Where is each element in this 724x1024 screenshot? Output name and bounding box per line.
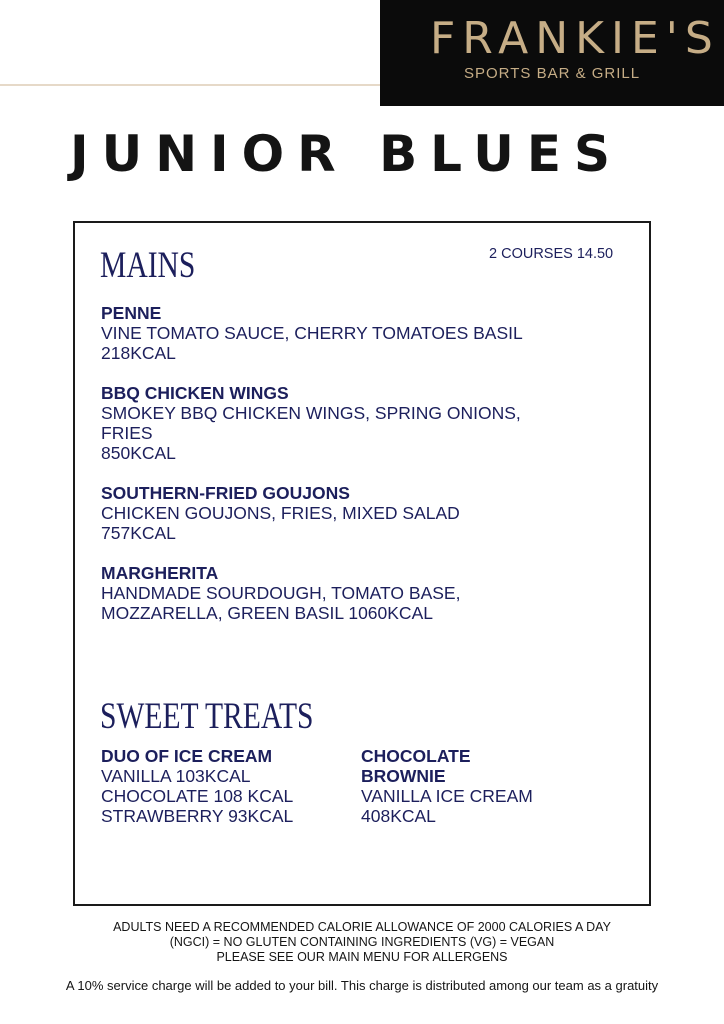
sweet-item-name: BROWNIE [361, 766, 446, 786]
menu-item-name: BBQ CHICKEN WINGS [101, 383, 289, 403]
sweet-item-duo-of-ice-cream [101, 746, 341, 826]
menu-item-margherita [101, 563, 621, 623]
brand-logo-subtitle: SPORTS BAR & GRILL [464, 65, 641, 82]
sweet-item-chocolate-brownie [361, 746, 601, 826]
service-charge-note: A 10% service charge will be added to your bill. This charge is distributed among our team as a gratuity [65, 978, 659, 993]
mains-heading: MAINS [100, 245, 196, 286]
menu-item-description: SMOKEY BBQ CHICKEN WINGS, SPRING ONIONS, [101, 403, 521, 423]
sweet-item-option: VANILLA 103KCAL [101, 766, 251, 786]
menu-item-calories: 757KCAL [101, 523, 176, 543]
menu-item-calories: 850KCAL [101, 443, 176, 463]
dietary-key-note: (NGCI) = NO GLUTEN CONTAINING INGREDIENTS (VG) = VEGAN [169, 935, 555, 949]
menu-item-southern-fried-goujons [101, 483, 621, 543]
sweet-item-calories: 408KCAL [361, 806, 436, 826]
menu-item-description: MOZZARELLA, GREEN BASIL 1060KCAL [101, 603, 433, 623]
menu-item-description: CHICKEN GOUJONS, FRIES, MIXED SALAD [101, 503, 460, 523]
menu-item-name: SOUTHERN-FRIED GOUJONS [101, 483, 350, 503]
sweet-item-option: STRAWBERRY 93KCAL [101, 806, 294, 826]
calorie-allowance-note: ADULTS NEED A RECOMMENDED CALORIE ALLOWANCE OF 2000 CALORIES A DAY [113, 920, 611, 934]
allergen-note: PLEASE SEE OUR MAIN MENU FOR ALLERGENS [216, 950, 508, 964]
menu-item-bbq-chicken-wings [101, 383, 621, 463]
header-divider-line [0, 84, 380, 86]
menu-item-description: VINE TOMATO SAUCE, CHERRY TOMATOES BASIL [101, 323, 523, 343]
menu-item-name: PENNE [101, 303, 162, 323]
menu-item-calories: 218KCAL [101, 343, 176, 363]
sweet-item-name: DUO OF ICE CREAM [101, 746, 273, 766]
menu-item-description: FRIES [101, 423, 153, 443]
sweet-item-name: CHOCOLATE [361, 746, 471, 766]
sweet-item-option: CHOCOLATE 108 KCAL [101, 786, 294, 806]
sweet-treats-heading: SWEET TREATS [100, 696, 314, 737]
page-title: JUNIOR BLUES [70, 125, 624, 183]
brand-logo-name: FRANKIE'S [430, 13, 720, 64]
price-note: 2 COURSES 14.50 [489, 246, 614, 262]
sweet-item-description: VANILLA ICE CREAM [361, 786, 533, 806]
menu-item-name: MARGHERITA [101, 563, 219, 583]
menu-item-description: HANDMADE SOURDOUGH, TOMATO BASE, [101, 583, 461, 603]
menu-item-penne [101, 303, 621, 363]
